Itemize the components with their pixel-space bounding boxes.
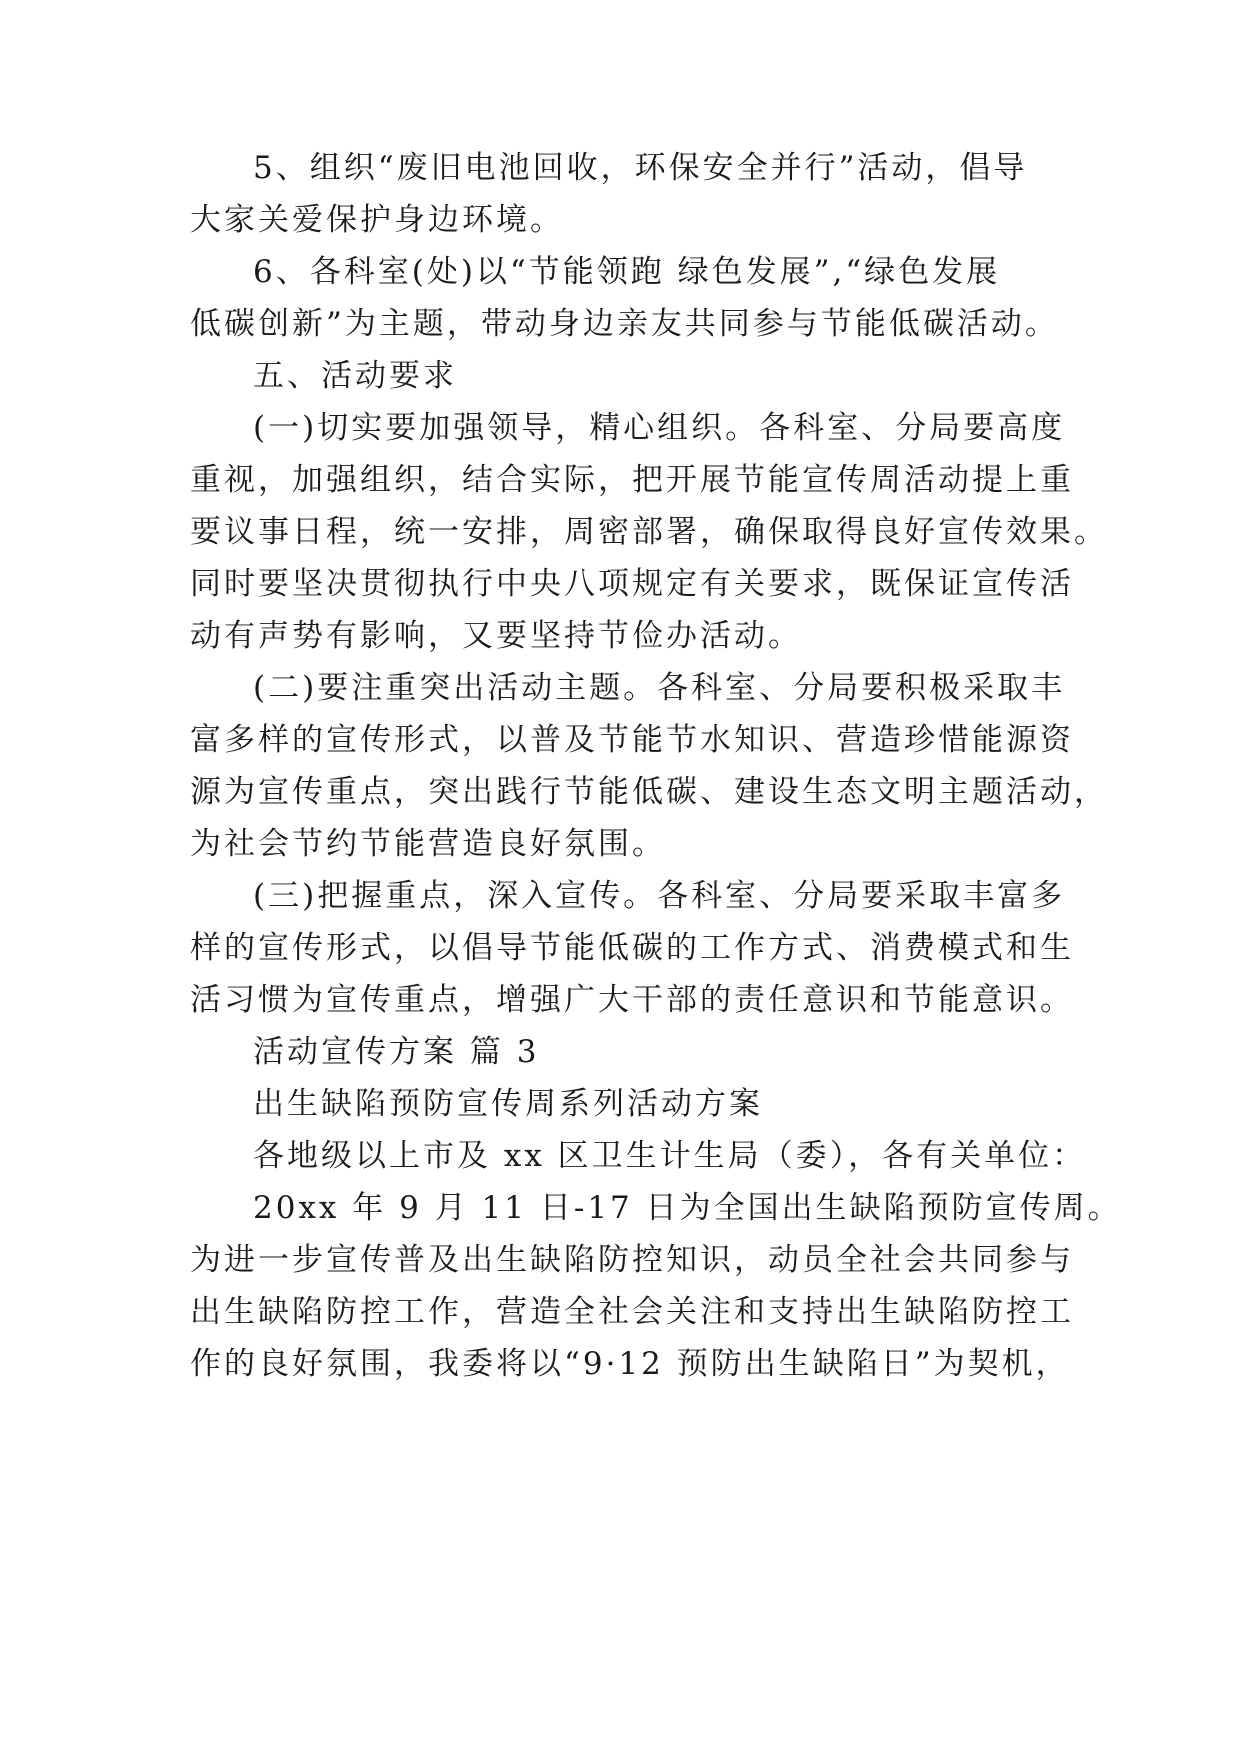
paragraph-line: 富多样的宣传形式，以普及节能节水知识、营造珍惜能源资 [190, 722, 1074, 758]
paragraph-line: (二)要注重突出活动主题。各科室、分局要积极采取丰 [253, 670, 1066, 706]
paragraph-line: 低碳创新”为主题，带动身边亲友共同参与节能低碳活动。 [190, 306, 1059, 342]
paragraph-line: 重视，加强组织，结合实际，把开展节能宣传周活动提上重 [190, 462, 1074, 498]
document-title: 出生缺陷预防宣传周系列活动方案 [253, 1086, 763, 1122]
section-heading: 活动宣传方案 篇 3 [253, 1034, 540, 1070]
paragraph-line: 出生缺陷防控工作，营造全社会关注和支持出生缺陷防控工 [190, 1294, 1074, 1330]
paragraph-line: 要议事日程，统一安排，周密部署，确保取得良好宣传效果。 [190, 514, 1108, 550]
salutation-line: 各地级以上市及 xx 区卫生计生局（委），各有关单位： [253, 1138, 1087, 1174]
paragraph-line: 6、各科室(处)以“节能领跑 绿色发展”,“绿色发展 [253, 254, 1001, 290]
paragraph-line: 源为宣传重点，突出践行节能低碳、建设生态文明主题活动， [190, 774, 1108, 810]
paragraph-line: (一)切实要加强领导，精心组织。各科室、分局要高度 [253, 410, 1066, 446]
paragraph-line: 20xx 年 9 月 11 日-17 日为全国出生缺陷预防宣传周。 [253, 1190, 1122, 1226]
paragraph-line: 作的良好氛围，我委将以“9·12 预防出生缺陷日”为契机， [190, 1346, 1070, 1382]
paragraph-line: 样的宣传形式，以倡导节能低碳的工作方式、消费模式和生 [190, 930, 1074, 966]
paragraph-line: 5、组织“废旧电池回收，环保安全并行”活动，倡导 [253, 150, 1028, 186]
paragraph-line: 为进一步宣传普及出生缺陷防控知识，动员全社会共同参与 [190, 1242, 1074, 1278]
paragraph-line: 为社会节约节能营造良好氛围。 [190, 826, 666, 862]
paragraph-line: 同时要坚决贯彻执行中央八项规定有关要求，既保证宣传活 [190, 566, 1074, 602]
paragraph-line: (三)把握重点，深入宣传。各科室、分局要采取丰富多 [253, 878, 1066, 914]
paragraph-line: 大家关爱保护身边环境。 [190, 202, 564, 238]
paragraph-line: 活习惯为宣传重点，增强广大干部的责任意识和节能意识。 [190, 982, 1074, 1018]
paragraph-line: 动有声势有影响，又要坚持节俭办活动。 [190, 618, 802, 654]
section-heading: 五、活动要求 [253, 358, 457, 394]
